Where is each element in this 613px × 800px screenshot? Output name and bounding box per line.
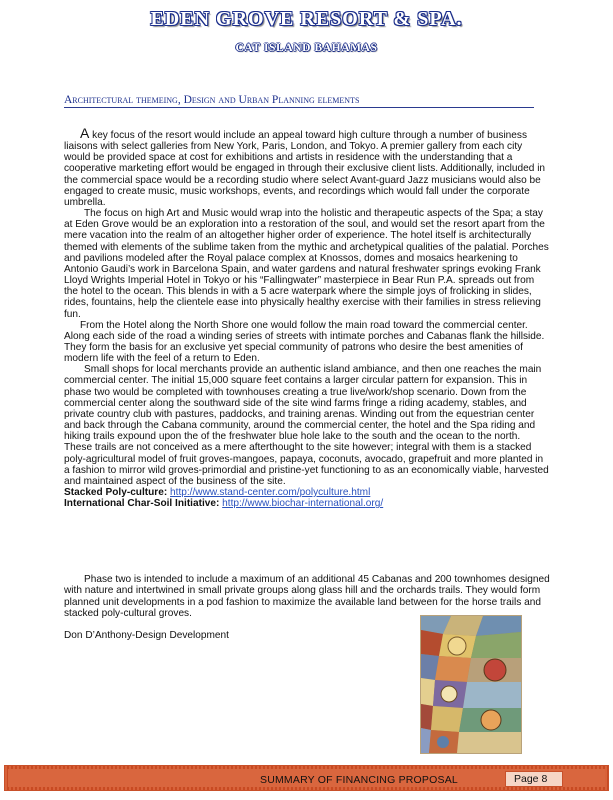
page-number-box xyxy=(505,771,563,787)
paragraph-north-shore: From the Hotel along the North Shore one would follow the main road toward the commercial center. Along each side of the road a winding series of streets with intimate porches and Cabanas flank the hillside. They form the basis for an exclusive yet special community of patrons who desire the best amenities of modern life with the feel of a return to Eden. xyxy=(64,319,545,365)
mosaic-image xyxy=(420,615,522,754)
footer-label: SUMMARY OF FINANCING PROPOSAL xyxy=(260,774,458,786)
page-footer xyxy=(4,765,609,791)
resort-title: EDEN GROVE RESORT & SPA. xyxy=(150,8,463,30)
signature-line: Don D’Anthony-Design Development xyxy=(64,630,229,641)
drop-cap: A xyxy=(80,125,90,141)
paragraph-phase-two: Phase two is intended to include a maximum of an additional 45 Cabanas and 200 townhomes designed with nature and intertwined in small private groups along glass hill and the orchards trails. They would form planned unit developments in a pod fashion to maximize the available land between for the horse trails and stacked poly-cultural groves. xyxy=(64,574,550,620)
reference-polyculture: Stacked Poly-culture: http://www.stand-center.com/polyculture.html xyxy=(64,487,371,498)
section-heading: Architectural themeing, Design and Urban Planning elements xyxy=(64,94,534,108)
resort-location: CAT ISLAND BAHAMAS xyxy=(235,42,378,54)
biochar-link[interactable]: http://www.biochar-international.org/ xyxy=(222,498,384,510)
paragraph-commercial: Small shops for local merchants provide an authentic island ambiance, and then one reaches the main commercial center. The initial 15,000 square feet contains a larger circular pattern for expansion. This in phase two would be completed with townhouses creating a true live/work/shop scenario. Down from the commercial center along the southward side of the site wind farms fringe a riding academy, stables, and private country club with pastures, paddocks, and training arenas. Winding out from the equestrian center and back through the Cabana community, around the commercial center, the hotel and the Spa riding and hiking trails expound upon the of the freshwater blue hole lake to the south and the ocean to the north. These trails are not conceived as a mere afterthought to the site however; integral with them is a stacked poly-agricultural model of fruit groves-mangoes, papaya, coconuts, avocado, grapefruit and more planted in a fashion to mirror wild groves-primordial and pristine-yet functioning to as an economically viable, harvested and maintained aspect of the business of the site. xyxy=(64,364,549,487)
paragraph-gallery: A key focus of the resort would include an appeal toward high culture through a number of business liaisons with select galleries from New York, Paris, London, and Tokyo. A premier gallery from each city would be provided space at cost for exhibitions and artists in residence with the understanding that a cooperative marketing effort would be engaged in through their exclusive client lists. Additionally, included in the commercial space would be a recording studio where select Avant-guard Jazz musicians would also be engaged to create music, music workshops, events, and recordings which would fall under the corporate umbrella. xyxy=(64,125,546,208)
polyculture-link[interactable]: http://www.stand-center.com/polyculture.html xyxy=(170,487,371,498)
paragraph-art-music: The focus on high Art and Music would wrap into the holistic and therapeutic aspects of the Spa; a stay at Eden Grove would be an exploration into a restoration of the soul, and would set the resort apart from the mere vacation into the realm of an altogether higher order of experience. The hotel itself is architecturally themed with elements of the sublime taken from the mythic and archetypical qualities of the palatial. Porches and pavilions modeled after the Royal palace complex at Knossos, domes and mosaics hearkening to Antonio Gaudi’s work in Barcelona Spain, and water gardens and natural freshwater springs evoking Frank Lloyd Wrights Imperial Hotel in Tokyo or his “Fallingwater” masterpiece in Bear Run P.A. spreads out from the hotel to the ocean. This blends in with a 5 acre waterpark where the simple joys of frolicking in slides, rides, fountains, help the clientele ease into physically healthy exercise with their families in stress relieving fun. xyxy=(64,208,549,320)
reference-char-soil: International Char-Soil Initiative: http://www.biochar-international.org/ xyxy=(64,498,384,510)
body-text xyxy=(64,125,550,510)
page-number: Page 8 xyxy=(514,773,548,785)
footer-band xyxy=(8,769,605,787)
